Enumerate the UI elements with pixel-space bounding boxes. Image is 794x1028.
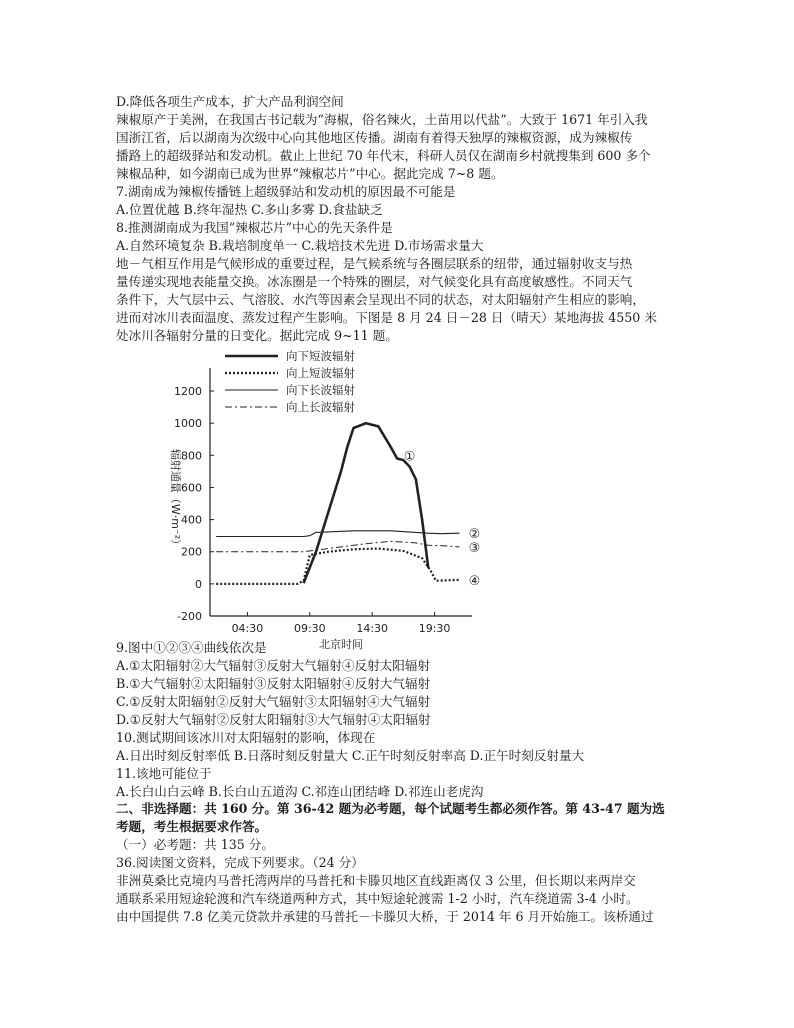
question-line-2: B.①大气辐射②太阳辐射③反射太阳辐射④反射大气辐射 [116,676,431,691]
question-line-1: A.①太阳辐射②大气辐射③反射大气辐射④反射太阳辐射 [116,658,431,673]
y-tick-label: 600 [181,481,202,495]
x-axis-title: 北京时间 [319,638,363,651]
x-tick-label: 04:30 [231,622,264,635]
legend-label: 向上长波辐射 [286,400,355,414]
section-heading-line-1: 考题，考生根据要求作答。 [116,819,268,834]
x-tick-label: 19:30 [418,622,451,635]
y-tick-label: 1000 [174,417,202,431]
question-line-6: A.日出时刻反射率低 B.日落时刻反射量大 C.正午时刻反射率高 D.正午时刻反射量大 [116,748,585,763]
text-line-11: 条件下，大气层中云、气溶胶、水汽等因素会呈现出不同的状态，对太阳辐射产生相应的影响， [116,292,645,307]
curve-label: ④ [468,573,481,589]
text-line-1: 辣椒原产于美洲，在我国古书记载为“海椒，俗名辣火，土苗用以代盐”。大致于 1671 年引入我 [116,112,648,127]
question-line-3: C.①反射太阳辐射②反射大气辐射③太阳辐射④大气辐射 [116,694,431,709]
passage-line-4: 由中国提供 7.8 亿美元贷款并承建的马普托－卡滕贝大桥，于 2014 年 6 月开始施工。该桥通过 [116,909,654,924]
text-line-0: D.降低各项生产成本，扩大产品利润空间 [116,94,344,109]
text-line-6: A.位置优越 B.终年湿热 C.多山多雾 D.食盐缺乏 [116,202,383,217]
legend-label: 向上短波辐射 [286,366,355,380]
question-line-0: 9.图中①②③④曲线依次是 [116,640,267,655]
curve-labels [404,449,481,589]
y-tick-label: 0 [195,577,202,591]
section-heading-line-0: 二、非选择题：共 160 分。第 36-42 题为必考题，每个试题考生都必须作答。第 43-47 题为选 [116,801,665,816]
text-line-12: 进而对冰川表面温度、蒸发过程产生影响。下图是 8 月 24 日－28 日（晴天）某地海拔 4550 米 [116,310,657,325]
y-axis-title: 辐射通量（W·m⁻²） [169,448,182,551]
text-line-3: 播路上的超级驿站和发动机。截止上世纪 70 年代末，科研人员仅在湖南乡村就搜集到 600 多个 [116,148,651,163]
question-line-4: D.①反射大气辐射②反射太阳辐射③大气辐射④太阳辐射 [116,712,431,727]
passage-line-1: 36.阅读图文资料，完成下列要求。（24 分） [116,855,364,870]
text-line-13: 处冰川各辐射分量的日变化。据此完成 9~11 题。 [116,328,398,343]
text-line-10: 量传递实现地表能量交换。冰冻圈是一个特殊的圈层，对气候变化具有高度敏感性。不同天气 [116,274,633,289]
curve-label: ③ [468,540,481,556]
x-tick-label: 09:30 [293,622,326,635]
y-tick-label: 200 [181,545,202,559]
series-line [216,541,459,551]
curve-label: ② [468,527,481,543]
text-line-8: A.自然环境复杂 B.栽培制度单一 C.栽培技术先进 D.市场需求量大 [116,238,484,253]
series-line [304,423,429,583]
text-line-9: 地－气相互作用是气候形成的重要过程，是气候系统与各圈层联系的纽带，通过辐射收支与热 [116,256,633,271]
question-line-5: 10.测试期间该冰川对太阳辐射的影响，体现在 [116,730,376,745]
text-line-7: 8.推测湖南成为我国“辣椒芯片”中心的先天条件是 [116,220,393,235]
series-line [216,549,459,584]
passage-line-2: 非洲莫桑比克境内马普托湾两岸的马普托和卡滕贝地区直线距离仅 3 公里，但长期以来两岸交 [116,873,636,888]
legend-label: 向下短波辐射 [286,349,355,363]
chart-legend [225,349,355,414]
y-tick-label: 800 [181,449,202,463]
text-line-2: 国浙江省，后以湖南为次级中心向其他地区传播。湖南有着得天独厚的辣椒资源，成为辣椒传 [116,130,633,145]
question-line-7: 11.该地可能位于 [116,766,212,781]
passage-line-3: 通联系采用短途轮渡和汽车绕道两种方式，其中短途轮渡需 1-2 小时，汽车绕道需 3-4 小时。 [116,891,639,906]
chart-series [216,423,459,584]
text-line-5: 7.湖南成为辣椒传播链上超级驿站和发动机的原因最不可能是 [116,184,456,199]
curve-label: ① [403,449,416,465]
question-line-8: A.长白山白云峰 B.长白山五道沟 C.祁连山团结峰 D.祁连山老虎沟 [116,784,484,799]
y-tick-label: -200 [177,610,202,623]
legend-label: 向下长波辐射 [286,383,355,397]
y-tick-label: 1200 [174,385,202,399]
x-tick-label: 14:30 [356,622,389,635]
text-line-4: 辣椒品种，如今湖南已成为世界“辣椒芯片”中心。据此完成 7~8 题。 [116,166,504,181]
passage-line-0: （一）必考题：共 135 分。 [116,837,274,852]
y-tick-label: 400 [181,513,202,527]
